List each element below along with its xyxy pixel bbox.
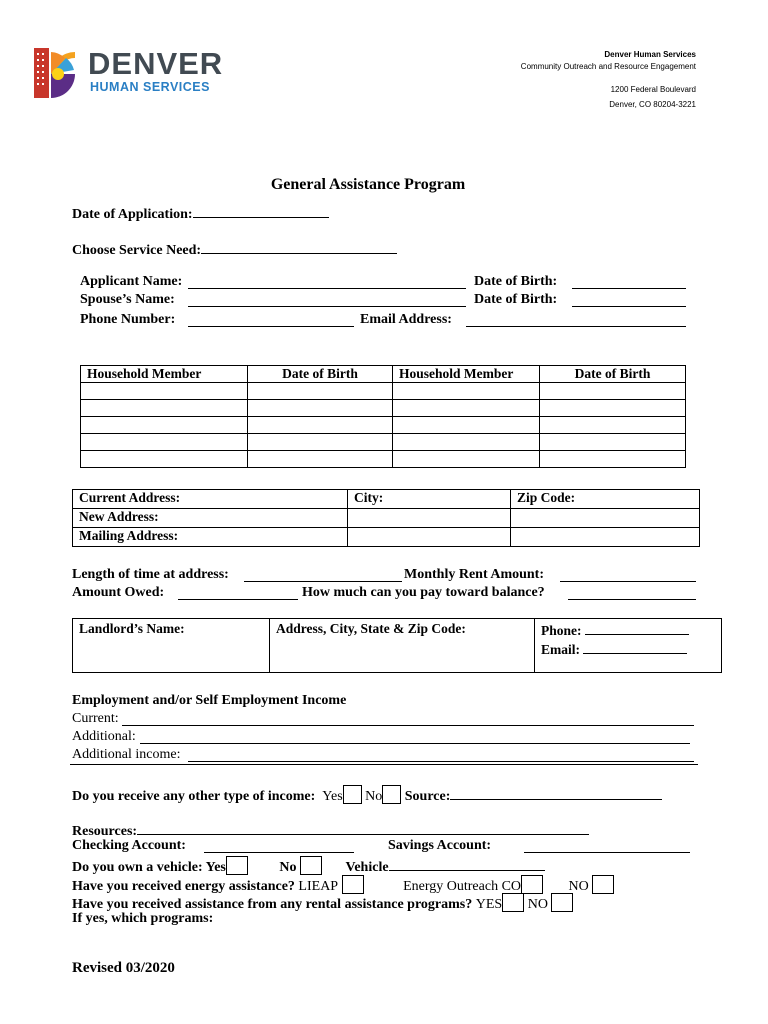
revised-date: Revised 03/2020 [72,960,175,976]
denver-logo [32,44,244,102]
email-address-label: Email Address: [360,312,452,327]
savings-field[interactable] [524,852,690,853]
spouse-dob-field[interactable] [572,306,686,307]
landlord-contact-cell [535,619,722,673]
phone-number-field[interactable] [188,326,354,327]
zip-code-cell[interactable]: Zip Code: [511,490,700,509]
org-department: Community Outreach and Resource Engagement [520,62,696,71]
household-member-header: Household Member [81,366,248,383]
employment-additional-income-field[interactable] [188,761,694,762]
landlord-phone-field[interactable] [585,621,689,635]
monthly-rent-field[interactable] [560,581,696,582]
other-income-question: Do you receive any other type of income: [72,789,316,804]
landlord-phone-label: Phone: [541,623,582,638]
denver-logo-mark-icon [32,44,78,100]
landlord-name-cell[interactable]: Landlord’s Name: [73,619,270,673]
pay-toward-field[interactable] [568,599,696,600]
employment-additional-label: Additional: [72,729,136,744]
length-time-label: Length of time at address: [72,567,229,582]
energy-row [72,875,712,895]
other-income-source-label: Source: [404,789,451,804]
date-of-application-label: Date of Application: [72,207,193,222]
table-row [81,451,686,468]
other-income-no-checkbox[interactable] [382,785,401,804]
household-table [80,365,686,468]
applicant-dob-field[interactable] [572,288,686,289]
employment-additional-field[interactable] [140,743,690,744]
rental-yes-label: YES [475,897,503,912]
date-of-application-field[interactable] [193,204,329,218]
date-of-application-row [72,204,329,223]
city-cell[interactable]: City: [348,490,511,509]
energy-outreach-checkbox[interactable] [521,875,543,894]
employment-current-field[interactable] [122,725,694,726]
vehicle-row [72,856,692,876]
rental-no-label: NO [527,897,548,912]
vehicle-yes-checkbox[interactable] [226,856,248,875]
dob-header: Date of Birth [540,366,686,383]
amount-owed-field[interactable] [178,599,298,600]
applicant-dob-label: Date of Birth: [474,274,558,289]
applicant-name-field[interactable] [188,288,466,289]
table-row [81,417,686,434]
new-address-cell[interactable]: New Address: [73,509,348,528]
rental-row [72,893,712,913]
monthly-rent-label: Monthly Rent Amount: [404,567,545,582]
dob-header: Date of Birth [248,366,393,383]
vehicle-label: Vehicle [345,860,389,875]
table-row [81,400,686,417]
applicant-name-label: Applicant Name: [80,274,183,289]
resources-field[interactable] [137,821,589,835]
savings-label: Savings Account: [388,838,492,853]
vehicle-yes-label: Yes [205,860,226,875]
amount-owed-label: Amount Owed: [72,585,165,600]
table-row [81,434,686,451]
employment-divider [70,764,698,765]
length-time-field[interactable] [244,581,402,582]
other-income-yes-checkbox[interactable] [343,785,362,804]
landlord-table [72,618,722,673]
vehicle-question: Do you own a vehicle: [72,860,203,875]
checking-field[interactable] [204,852,354,853]
energy-question: Have you received energy assistance? [72,879,295,894]
landlord-email-row [541,640,715,659]
mailing-address-cell[interactable]: Mailing Address: [73,528,348,547]
resources-label: Resources: [72,824,138,839]
current-address-cell[interactable]: Current Address: [73,490,348,509]
landlord-phone-row [541,621,715,640]
spouse-name-field[interactable] [188,306,466,307]
other-income-source-field[interactable] [450,786,662,800]
which-programs-label: If yes, which programs: [72,911,214,926]
landlord-address-cell[interactable]: Address, City, State & Zip Code: [270,619,535,673]
logo-word: DENVER [88,46,224,81]
landlord-email-field[interactable] [583,640,687,654]
service-need-label: Choose Service Need: [72,243,202,258]
org-name: Denver Human Services [604,50,696,59]
other-income-row [72,785,662,805]
lieap-checkbox[interactable] [342,875,364,894]
org-address-line1: 1200 Federal Boulevard [610,85,696,94]
other-income-no-label: No [365,789,383,804]
energy-no-checkbox[interactable] [592,875,614,894]
landlord-email-label: Email: [541,642,580,657]
employment-heading: Employment and/or Self Employment Income [72,693,347,708]
rental-question: Have you received assistance from any rental assistance programs? [72,897,473,912]
page-title: General Assistance Program [270,176,466,193]
spouse-name-label: Spouse’s Name: [80,292,175,307]
pay-toward-label: How much can you pay toward balance? [302,585,545,600]
vehicle-field[interactable] [389,857,545,871]
table-row [81,383,686,400]
rental-no-checkbox[interactable] [551,893,573,912]
vehicle-no-label: No [279,860,297,875]
service-need-row [72,240,397,259]
employment-current-label: Current: [72,711,119,726]
energy-no-label: NO [568,879,589,894]
org-address-line2: Denver, CO 80204-3221 [609,100,696,109]
email-address-field[interactable] [466,326,686,327]
service-need-field[interactable] [201,240,397,254]
phone-number-label: Phone Number: [80,312,176,327]
employment-additional-income-label: Additional income: [72,747,181,762]
address-table [72,489,700,547]
logo-subtitle: HUMAN SERVICES [90,80,210,94]
rental-yes-checkbox[interactable] [502,893,524,912]
energy-outreach-label: Energy Outreach CO [403,879,522,894]
household-member-header: Household Member [393,366,540,383]
vehicle-no-checkbox[interactable] [300,856,322,875]
checking-label: Checking Account: [72,838,186,853]
other-income-yes-label: Yes [322,789,343,804]
spouse-dob-label: Date of Birth: [474,292,558,307]
lieap-label: LIEAP [298,879,339,894]
